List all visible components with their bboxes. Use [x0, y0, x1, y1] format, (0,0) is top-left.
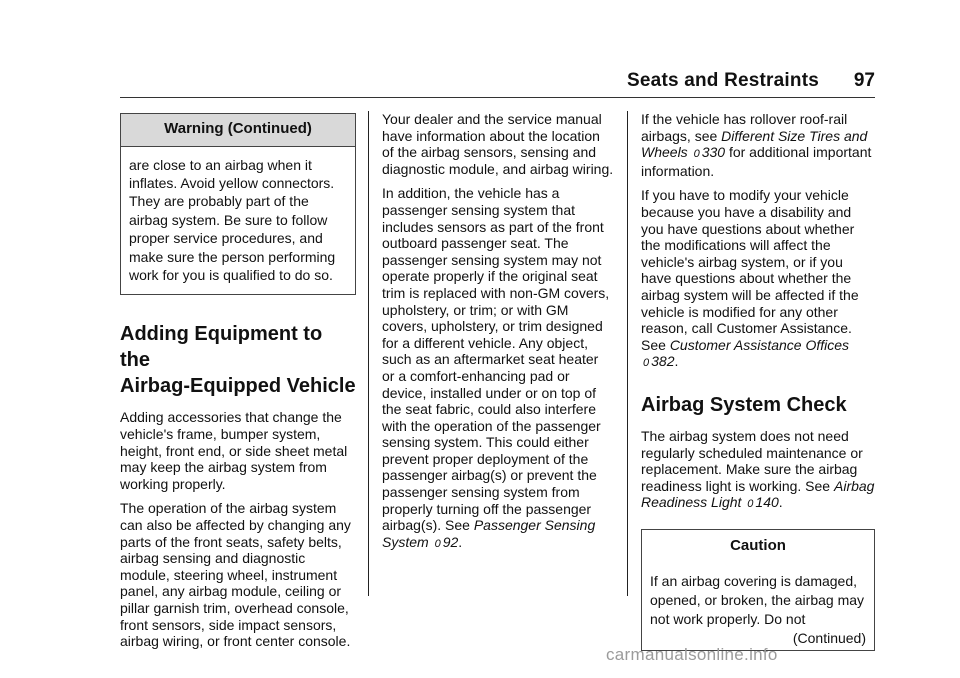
cross-reference-title: Different Size Tires and Wheels	[641, 127, 868, 161]
paragraph: The operation of the airbag system can also be affected by changing any parts of the front seats, safety belts, airbag sensing and diagnostic module, steering wheel, instrument panel, any airbag module, ceiling or pillar garnish trim, overhead console, front sensors, side impact sensors, airbag wiring, or front center console.	[120, 500, 351, 650]
caution-body	[642, 564, 874, 650]
heading-airbag-system-check: Airbag System Check	[641, 393, 847, 416]
paragraph-text: If you have to modify your vehicle because you have a disability and you have questions about whether the modifications will affect the vehicle's airbag system, or if you have questions about whether the airbag system will be affected if the vehicle is modified for any other reason, call Customer Assistance. See	[641, 187, 859, 353]
heading-line-1: Adding Equipment to the	[120, 323, 323, 372]
heading-adding-equipment	[120, 321, 356, 399]
warning-title: Warning (Continued)	[121, 114, 355, 147]
caution-title: Caution	[730, 536, 786, 554]
paragraph: Your dealer and the service manual have information about the location of the airbag sensors, sensing and diagnostic module, and airbag wiring.	[382, 111, 614, 177]
column-1	[120, 113, 356, 658]
page-ref-arrow-icon: 0	[693, 148, 700, 161]
paragraph: Adding accessories that change the vehicle's frame, bumper system, height, front end, or side sheet metal may keep the airbag system from working properly.	[120, 409, 348, 492]
cross-reference-page: 92	[442, 533, 459, 550]
punctuation: .	[674, 353, 679, 370]
paragraph-text: In addition, the vehicle has a passenger sensing system that includes sensors as part of the front outboard passenger seat. The passenger sensing system may not operate properly if the original seat trim is replaced with non-GM covers, upholstery, or trim; or with GM covers, upholstery, or trim designed for a different vehicle. Any object, such as an aftermarket seat heater or a comfort-enhancing pad or device, installed under or on top of the seat fabric, could also interfere with the operation of the passenger sensing system. This could either prevent proper deployment of the passenger airbag(s) or prevent the passenger sensing system from properly turning off the passenger airbag(s). See	[382, 185, 610, 534]
column-divider-1	[368, 111, 369, 596]
cross-reference-title: Airbag Readiness Light	[641, 477, 875, 511]
paragraph-text: If the vehicle has rollover roof-rail airbags, see	[641, 111, 848, 144]
header-rule	[120, 97, 875, 98]
caution-box	[641, 529, 875, 652]
warning-box	[120, 113, 356, 295]
cross-reference-title: Passenger Sensing System	[382, 517, 596, 550]
paragraph	[641, 187, 875, 372]
paragraph	[641, 428, 875, 513]
watermark-text: carmanualsonline.info	[606, 645, 778, 664]
warning-text: are close to an airbag when it inflates. Avoid yellow connectors. They are probably part of the airbag system. Be sure to follow proper service procedures, and make sure the person performing work for you is qualified to do so.	[129, 156, 336, 284]
caution-text: If an airbag covering is damaged, opened, or broken, the airbag may not work properly. Do not	[650, 573, 865, 628]
page-number: 97	[853, 70, 875, 91]
column-divider-2	[627, 111, 628, 596]
column-2	[382, 111, 614, 560]
cross-reference-link[interactable]	[641, 337, 849, 370]
paragraph	[641, 111, 875, 179]
heading-line-2: Airbag-Equipped Vehicle	[120, 375, 356, 398]
column-3	[641, 111, 875, 651]
cross-reference-page: 140	[755, 494, 779, 511]
cross-reference-page: 382	[651, 353, 675, 370]
page-ref-arrow-icon: 0	[643, 357, 650, 370]
paragraph	[382, 185, 614, 552]
page-ref-arrow-icon: 0	[434, 537, 441, 550]
continued-label: (Continued)	[792, 630, 866, 647]
punctuation: .	[778, 494, 783, 511]
page-ref-arrow-icon: 0	[747, 498, 754, 511]
cross-reference-title: Customer Assistance Offices	[669, 336, 850, 353]
paragraph-text: The airbag system does not need regularly scheduled maintenance or replacement. Make sure the airbag readiness light is working. See	[641, 427, 863, 494]
paragraph-text: for additional important information.	[641, 144, 872, 179]
section-title: Seats and Restraints	[627, 70, 819, 91]
cross-reference-page: 330	[701, 144, 726, 161]
page-header	[120, 70, 875, 96]
punctuation: .	[458, 533, 463, 550]
